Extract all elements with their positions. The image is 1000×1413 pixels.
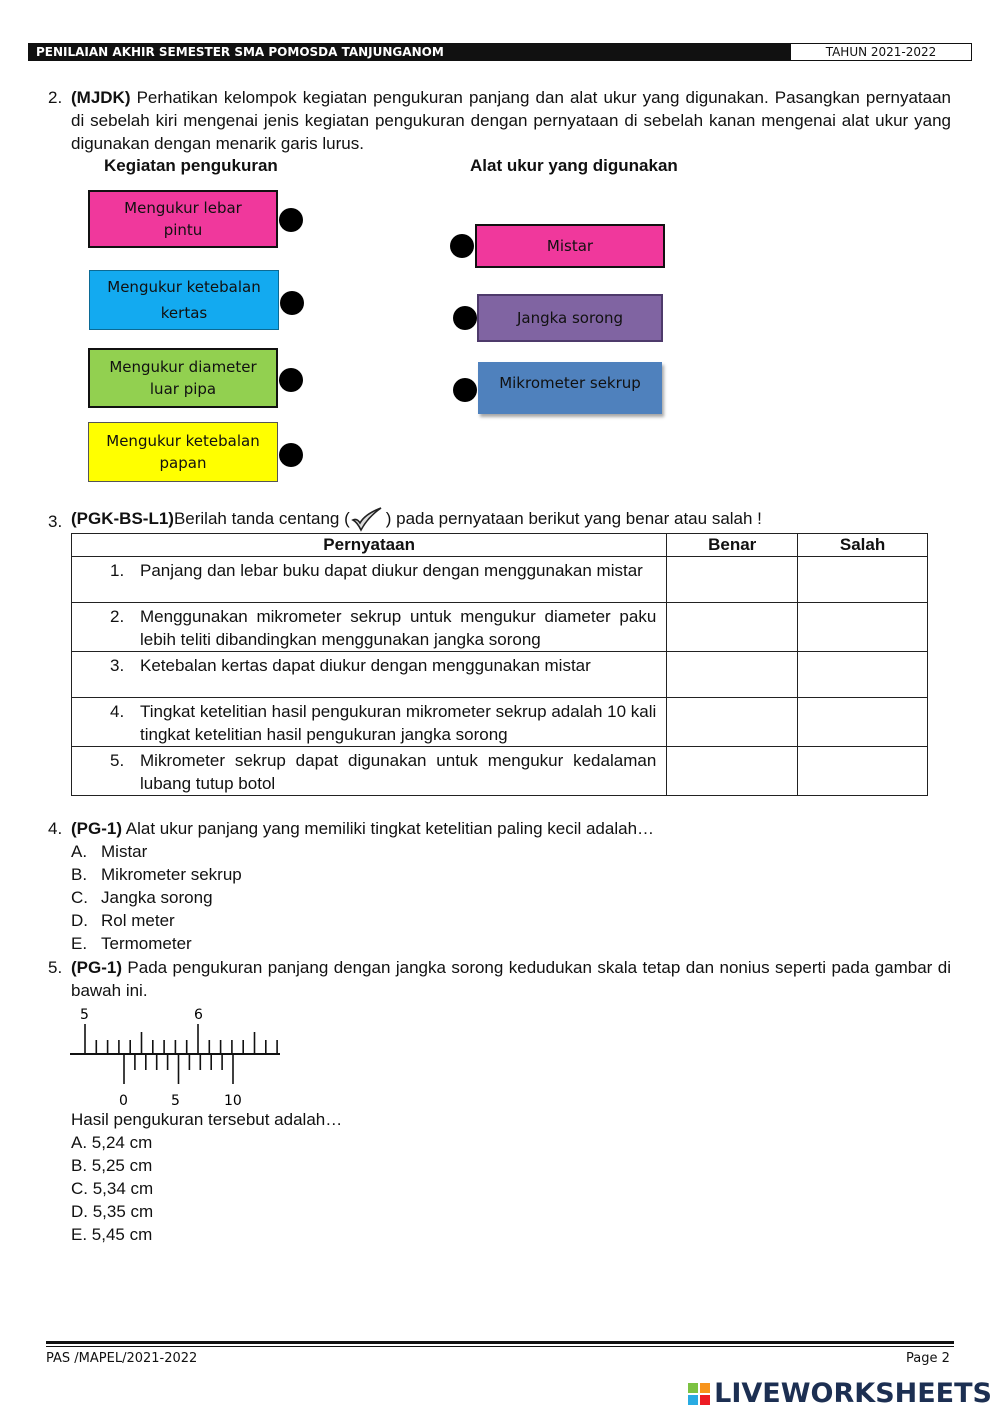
q4-option-d[interactable]: [71, 909, 175, 932]
q3-table: [71, 533, 928, 796]
option-letter: E.: [71, 934, 88, 953]
q2-right-heading: Alat ukur yang digunakan: [470, 156, 678, 175]
header-false: Salah: [798, 534, 928, 557]
statement-cell: [72, 557, 667, 603]
header-statement: Pernyataan: [72, 534, 667, 557]
q2-right-dot-1[interactable]: [450, 234, 474, 258]
q3-code: (PGK-BS-L1): [71, 509, 174, 528]
q3-text-after: ) pada pernyataan berikut yang benar atau salah !: [385, 509, 762, 528]
table-row: [72, 557, 928, 603]
q2-left-dot-1[interactable]: [279, 208, 303, 232]
statement-number: 5.: [110, 751, 125, 770]
q2-left-heading: Kegiatan pengukuran: [104, 156, 278, 175]
q4-option-e[interactable]: [71, 932, 192, 955]
q2-left-item-4: Mengukur ketebalan papan: [88, 422, 278, 482]
q5-option-a[interactable]: A. 5,24 cm: [71, 1133, 153, 1152]
false-cell[interactable]: [798, 747, 928, 796]
q5-option-d[interactable]: D. 5,35 cm: [71, 1202, 154, 1221]
vernier-label: 5: [171, 1093, 180, 1109]
q2-right-item-2: Jangka sorong: [477, 294, 663, 342]
table-row: [72, 698, 928, 747]
vernier-label: 10: [224, 1093, 242, 1109]
statement-cell: [72, 603, 667, 652]
q2-text: [71, 86, 951, 155]
q2-right-item-3: Mikrometer sekrup: [478, 362, 662, 414]
false-cell[interactable]: [798, 652, 928, 698]
q4-body: Alat ukur panjang yang memiliki tingkat ketelitian paling kecil adalah…: [122, 819, 655, 838]
statement-text: Menggunakan mikrometer sekrup untuk mengukur diameter paku lebih teliti dibandingkan menggunakan jangka sorong: [140, 607, 657, 649]
option-text: Mikrometer sekrup: [101, 865, 242, 884]
vernier-scale-ticks: [124, 1054, 233, 1084]
q5-text: [71, 956, 951, 1002]
q4-option-c[interactable]: [71, 886, 213, 909]
footer-divider-thin: [46, 1346, 954, 1347]
main-scale-label: 6: [194, 1007, 203, 1023]
q4-number: 4.: [48, 819, 63, 838]
q2-left-dot-4[interactable]: [279, 443, 303, 467]
option-text: Termometer: [101, 934, 192, 953]
q5-option-c[interactable]: C. 5,34 cm: [71, 1179, 154, 1198]
true-cell[interactable]: [667, 698, 798, 747]
q5-result-text: Hasil pengukuran tersebut adalah…: [71, 1110, 343, 1129]
false-cell[interactable]: [798, 603, 928, 652]
table-header-row: [72, 534, 928, 557]
q2-number: 2.: [48, 88, 63, 107]
statement-cell: [72, 698, 667, 747]
footer-divider: [46, 1341, 954, 1344]
q2-right-dot-2[interactable]: [453, 306, 477, 330]
caliper-scale-figure: [68, 1002, 284, 1110]
brand-text: LIVEWORKSHEETS: [714, 1378, 992, 1409]
q4-code: (PG-1): [71, 819, 122, 838]
q3-text-before: Berilah tanda centang (: [173, 509, 350, 528]
q2-left-item-3: Mengukur diameter luar pipa: [88, 348, 278, 408]
true-cell[interactable]: [667, 747, 798, 796]
q4-option-b[interactable]: [71, 863, 242, 886]
option-text: Rol meter: [101, 911, 175, 930]
footer-left: PAS /MAPEL/2021-2022: [46, 1351, 198, 1366]
header-year: TAHUN 2021-2022: [790, 43, 972, 61]
q2-left-item-1: Mengukur lebar pintu: [88, 190, 278, 248]
true-cell[interactable]: [667, 603, 798, 652]
true-cell[interactable]: [667, 557, 798, 603]
option-text: Mistar: [101, 842, 148, 861]
q2-left-dot-2[interactable]: [280, 291, 304, 315]
footer-page: Page 2: [906, 1351, 950, 1366]
q5-number: 5.: [48, 958, 63, 977]
main-scale-label: 5: [80, 1007, 89, 1023]
false-cell[interactable]: [798, 698, 928, 747]
header-true: Benar: [667, 534, 798, 557]
q2-code: (MJDK): [71, 88, 131, 107]
header-school: PENILAIAN AKHIR SEMESTER SMA POMOSDA TANJUNGANOM: [28, 43, 790, 61]
q3-text: [71, 504, 762, 534]
q2-right-dot-3[interactable]: [453, 378, 477, 402]
option-letter: D.: [71, 911, 88, 930]
false-cell[interactable]: [798, 557, 928, 603]
checkmark-icon: [350, 506, 384, 532]
statement-text: Mikrometer sekrup dapat digunakan untuk mengukur kedalaman lubang tutup botol: [140, 751, 657, 793]
statement-cell: [72, 652, 667, 698]
q5-code: (PG-1): [71, 958, 122, 977]
statement-number: 1.: [110, 561, 125, 580]
q3-number: 3.: [48, 512, 63, 531]
statement-number: 2.: [110, 607, 125, 626]
table-row: [72, 652, 928, 698]
table-row: [72, 603, 928, 652]
statement-cell: [72, 747, 667, 796]
q5-option-b[interactable]: B. 5,25 cm: [71, 1156, 153, 1175]
q2-body: Perhatikan kelompok kegiatan pengukuran panjang dan alat ukur yang digunakan. Pasangkan pernyataan di sebelah kiri mengenai jenis kegiatan pengukuran dengan pernyataan di sebelah kanan mengenai alat ukur yang digunakan dengan menarik garis lurus.: [71, 88, 951, 153]
option-letter: C.: [71, 888, 88, 907]
statement-text: Ketebalan kertas dapat diukur dengan menggunakan mistar: [140, 656, 591, 675]
vernier-label: 0: [119, 1093, 128, 1109]
statement-text: Panjang dan lebar buku dapat diukur dengan menggunakan mistar: [140, 561, 643, 580]
q2-right-item-1: Mistar: [475, 224, 665, 268]
option-letter: A.: [71, 842, 88, 861]
liveworksheets-logo-icon: [688, 1383, 710, 1405]
table-row: [72, 747, 928, 796]
q2-left-dot-3[interactable]: [279, 368, 303, 392]
option-text: Jangka sorong: [101, 888, 213, 907]
q5-option-e[interactable]: E. 5,45 cm: [71, 1225, 153, 1244]
option-letter: B.: [71, 865, 88, 884]
q5-body: Pada pengukuran panjang dengan jangka sorong kedudukan skala tetap dan nonius seperti pada gambar di bawah ini.: [71, 958, 951, 1000]
q4-text: [71, 817, 951, 840]
main-scale-ticks: [85, 1024, 277, 1054]
statement-text: Tingkat ketelitian hasil pengukuran mikrometer sekrup adalah 10 kali tingkat ketelitian hasil pengukuran jangka sorong: [140, 702, 657, 744]
statement-number: 3.: [110, 656, 125, 675]
true-cell[interactable]: [667, 652, 798, 698]
statement-number: 4.: [110, 702, 125, 721]
q2-left-item-2: Mengukur ketebalan kertas: [89, 270, 279, 330]
liveworksheets-brand[interactable]: [688, 1378, 992, 1409]
q4-option-a[interactable]: [71, 840, 147, 863]
